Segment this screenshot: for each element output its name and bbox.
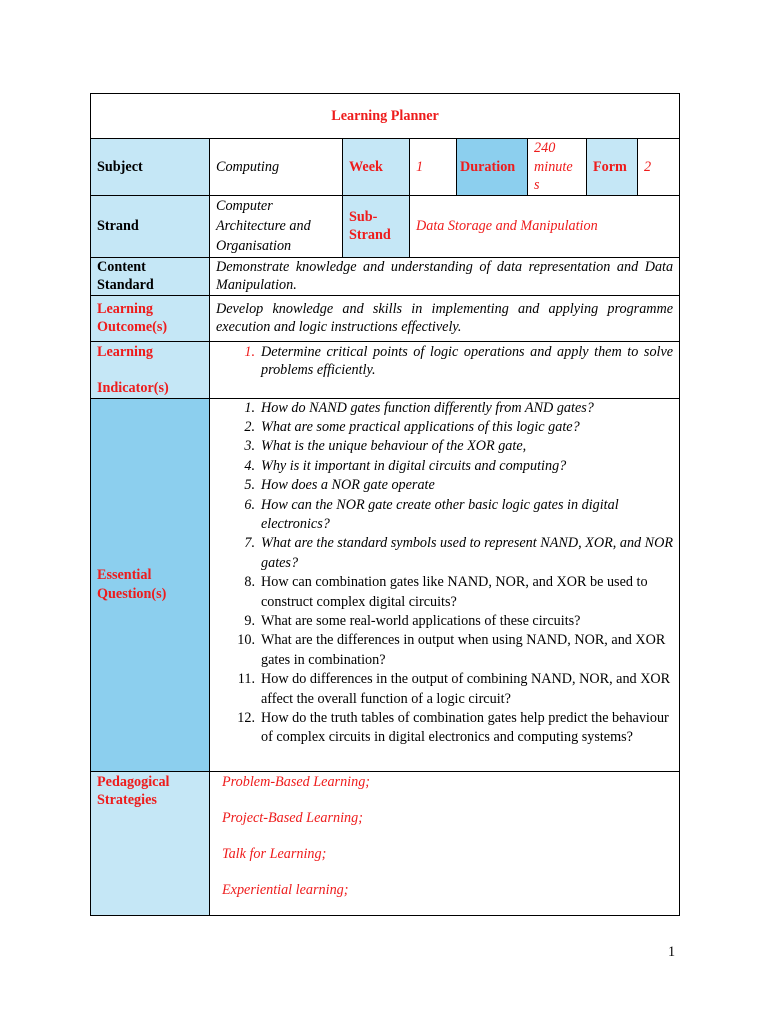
question-number: 6. [244,496,255,513]
question-item [216,612,673,631]
pedagogical-strategies-row [91,771,680,915]
question-text: Why is it important in digital circuits and computing? [261,457,567,474]
strand-line-1: Computer [216,198,273,214]
week-value: 1 [410,139,457,196]
strand-line-3: Organisation [216,238,292,254]
substrand-label [343,195,410,257]
question-text: How can the NOR gate create other basic logic gates in digital electronics? [261,496,619,532]
question-item [216,418,673,437]
page-title: Learning Planner [91,94,680,139]
question-number: 10. [237,632,255,649]
indicator-item [216,343,673,380]
page-number: 1 [668,944,676,960]
content-standard-label-line-2: Standard [97,277,154,293]
indicator-number: 1. [244,343,255,360]
learning-indicators-label-line-2: Indicator(s) [97,380,169,396]
content-standard-text: Demonstrate knowledge and understanding of data representation and Data Manipulation. [210,257,680,295]
question-text: What are some real-world applications of these circuits? [261,612,581,629]
indicator-text: Determine critical points of logic operations and apply them to solve problems efficiently. [261,343,674,378]
form-label: Form [587,139,638,196]
question-text: What are the differences in output when using NAND, NOR, and XOR gates in combination? [261,632,666,668]
strand-row [91,195,680,257]
question-text: What are the standard symbols used to represent NAND, XOR, and NOR gates? [261,535,674,571]
content-standard-row [91,257,680,295]
learning-planner-table [90,93,680,916]
title-row [91,94,680,139]
question-item [216,709,673,748]
learning-outcomes-label [91,295,210,341]
question-text: How do NAND gates function differently from AND gates? [261,399,594,416]
question-item [216,534,673,573]
essential-questions-label [91,398,210,771]
question-number: 7. [244,535,255,552]
pedagogical-strategies-label-line-1: Pedagogical [97,773,170,790]
question-text: How do differences in the output of combining NAND, NOR, and XOR affect the overall function of a logic circuit? [261,671,671,707]
strand-label: Strand [91,195,210,257]
question-number: 12. [237,710,255,726]
question-item [216,399,673,418]
question-number: 5. [244,477,255,494]
question-number: 1. [244,399,255,416]
question-item [216,631,673,670]
subject-row [91,139,680,196]
form-value: 2 [638,139,680,196]
question-text: How does a NOR gate operate [261,477,435,494]
duration-line-3: s [534,177,540,193]
essential-questions-label-line-1: Essential [97,567,152,583]
content-standard-label-line-1: Content [97,258,146,275]
essential-questions-label-line-2: Question(s) [97,585,167,602]
pedagogical-strategies-list [210,771,680,915]
essential-questions-row [91,398,680,771]
question-item [216,457,673,476]
question-number: 2. [244,418,255,435]
question-text: How can combination gates like NAND, NOR, and XOR be used to construct complex digital circuits? [261,574,648,610]
question-item [216,437,673,456]
question-number: 9. [244,612,255,629]
strand-line-2: Architecture and [216,218,311,234]
subject-value: Computing [210,139,343,196]
duration-line-1: 240 [534,140,556,156]
essential-questions-list [210,398,680,771]
pedagogical-strategies-label [91,771,210,915]
learning-outcomes-label-line-1: Learning [97,300,153,317]
strategy-item: Experiential learning; [222,881,349,898]
learning-indicators-row [91,341,680,398]
pedagogical-strategies-label-line-2: Strategies [97,792,157,808]
duration-line-2: minute [534,158,573,175]
question-text: What are some practical applications of this logic gate? [261,418,580,435]
week-label: Week [343,139,410,196]
learning-indicators-list [210,341,680,398]
duration-label: Duration [457,139,528,196]
strategy-item: Project-Based Learning; [222,809,363,826]
learning-outcomes-row [91,295,680,341]
strategy-item: Problem-Based Learning; [222,773,371,790]
question-text: What is the unique behaviour of the XOR gate, [261,438,527,455]
learning-indicators-label [91,341,210,398]
question-number: 8. [244,574,255,591]
substrand-value: Data Storage and Manipulation [410,195,680,257]
strand-value [210,195,343,257]
question-text: How do the truth tables of combination gates help predict the behaviour of complex circuits in digital electronics and computing systems? [261,710,669,746]
question-number: 4. [244,457,255,474]
learning-outcomes-label-line-2: Outcome(s) [97,319,168,335]
substrand-label-line-1: Sub- [349,208,378,225]
subject-label: Subject [91,139,210,196]
question-number: 3. [244,438,255,455]
substrand-label-line-2: Strand [349,227,391,243]
question-item [216,670,673,709]
question-number: 11. [237,671,255,688]
duration-value [528,139,587,196]
learning-outcomes-text: Develop knowledge and skills in implementing and applying programme execution and logic instructions effectively. [210,295,680,341]
strategy-item: Talk for Learning; [222,845,327,862]
learning-indicators-label-line-1: Learning [97,343,153,360]
question-item [216,496,673,535]
question-item [216,573,673,612]
question-item [216,476,673,495]
content-standard-label [91,257,210,295]
